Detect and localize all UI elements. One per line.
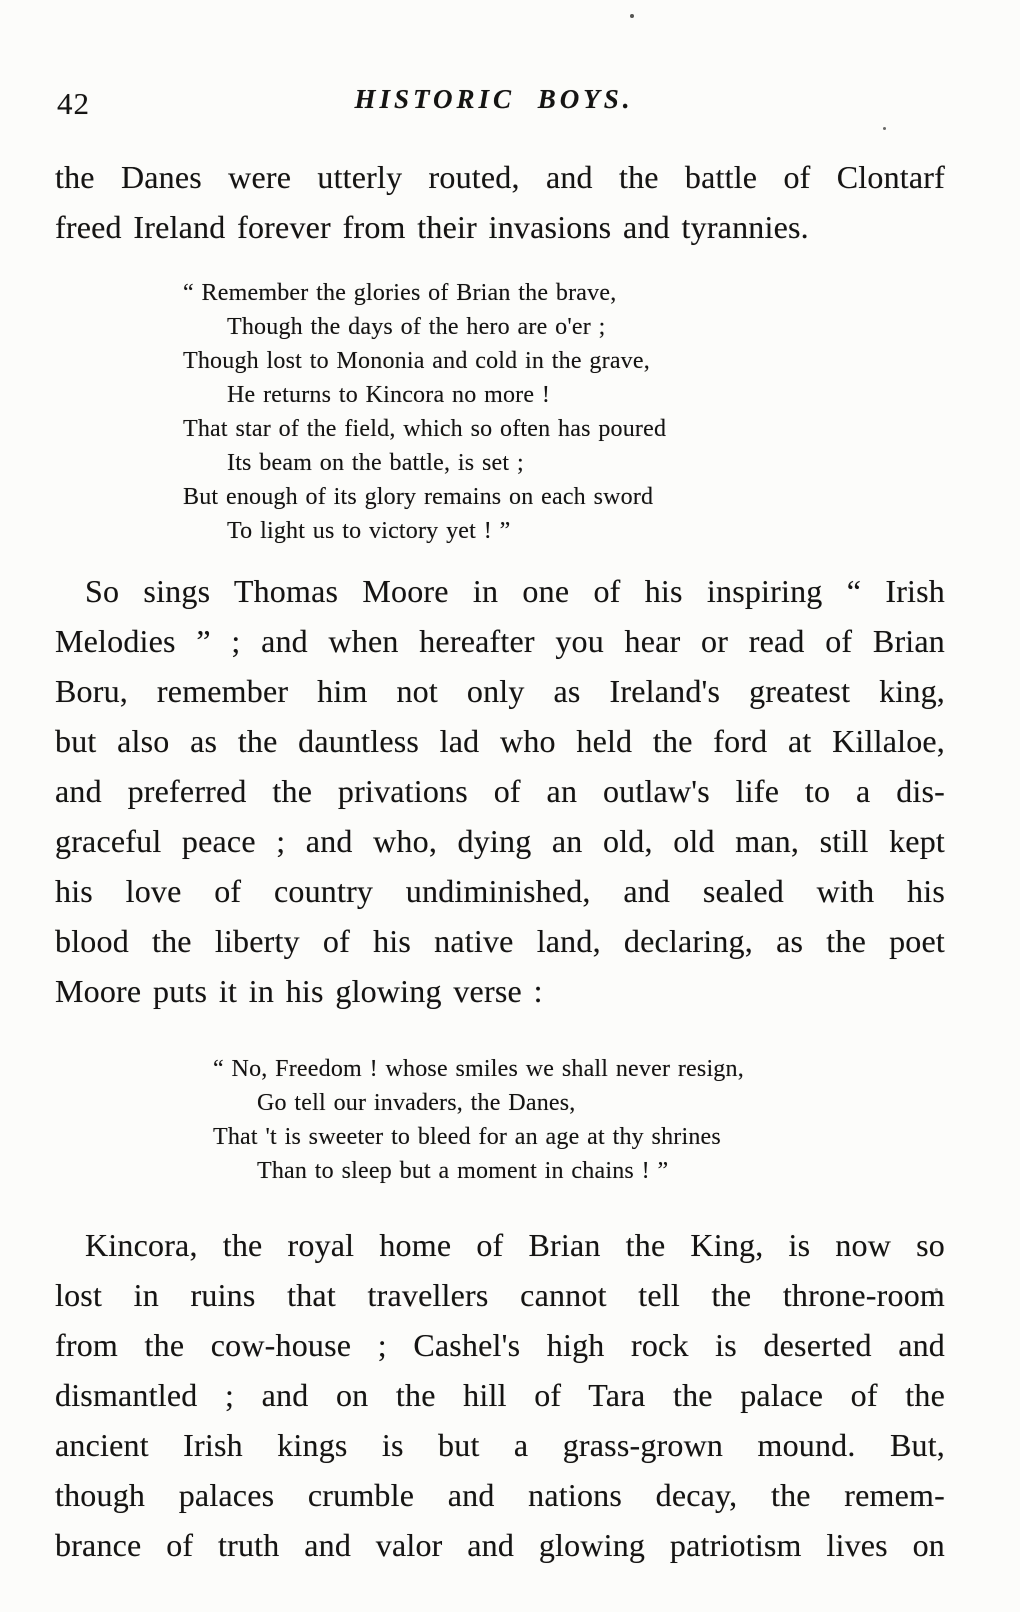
text-line: blood the liberty of his native land, declaring, as the poet xyxy=(55,923,945,959)
paragraph-clontarf xyxy=(55,152,945,252)
poem-line: Though the days of the hero are o'er ; xyxy=(227,314,606,340)
poem-line: “ No, Freedom ! whose smiles we shall never resign, xyxy=(213,1056,744,1082)
text-line: Melodies ” ; and when hereafter you hear or read of Brian xyxy=(55,623,945,659)
text-line: ancient Irish kings is but a grass-grown mound. But, xyxy=(55,1427,945,1463)
text-line: So sings Thomas Moore in one of his inspiring “ Irish xyxy=(85,573,945,609)
text-line: Kincora, the royal home of Brian the King, is now so xyxy=(85,1227,945,1263)
poem-line: To light us to victory yet ! ” xyxy=(227,518,511,544)
page-number: 42 xyxy=(57,86,90,121)
text-line: his love of country undiminished, and sealed with his xyxy=(55,873,945,909)
text-line: Moore puts it in his glowing verse : xyxy=(55,973,543,1009)
page-header xyxy=(55,84,945,121)
text-line: freed Ireland forever from their invasions and tyrannies. xyxy=(55,209,809,245)
text-line: Boru, remember him not only as Ireland's greatest king, xyxy=(55,673,945,709)
text-line: brance of truth and valor and glowing patriotism lives on xyxy=(55,1527,945,1563)
poem-line: Than to sleep but a moment in chains ! ” xyxy=(257,1158,669,1184)
poem-line: Though lost to Mononia and cold in the grave, xyxy=(183,348,650,374)
poem-line: Its beam on the battle, is set ; xyxy=(227,450,524,476)
poem-line: Go tell our invaders, the Danes, xyxy=(257,1090,576,1116)
text-line: dismantled ; and on the hill of Tara the palace of the xyxy=(55,1377,945,1413)
poem-line: He returns to Kincora no more ! xyxy=(227,382,551,408)
text-line: graceful peace ; and who, dying an old, old man, still kept xyxy=(55,823,945,859)
text-line: from the cow-house ; Cashel's high rock is deserted and xyxy=(55,1327,945,1363)
text-line: lost in ruins that travellers cannot tell the throne-room xyxy=(55,1277,945,1313)
scan-speckle xyxy=(935,1288,938,1291)
running-header: HISTORIC BOYS. xyxy=(354,84,634,114)
poem-no-freedom xyxy=(213,1052,945,1188)
text-line: and preferred the privations of an outlaw's life to a dis- xyxy=(55,773,945,809)
paragraph-thomas-moore xyxy=(55,566,945,1016)
text-line: but also as the dauntless lad who held the ford at Killaloe, xyxy=(55,723,945,759)
poem-line: That star of the field, which so often has poured xyxy=(183,416,667,442)
text-line: though palaces crumble and nations decay, the remem- xyxy=(55,1477,945,1513)
poem-line: “ Remember the glories of Brian the brave, xyxy=(183,280,617,306)
text-line: the Danes were utterly routed, and the battle of Clontarf xyxy=(55,159,945,195)
poem-line: But enough of its glory remains on each sword xyxy=(183,484,654,510)
scan-speckle xyxy=(883,127,886,130)
scan-speckle xyxy=(630,14,634,18)
paragraph-kincora xyxy=(55,1220,945,1570)
poem-line: That 't is sweeter to bleed for an age at thy shrines xyxy=(213,1124,721,1150)
poem-remember-the-glories xyxy=(183,276,945,548)
